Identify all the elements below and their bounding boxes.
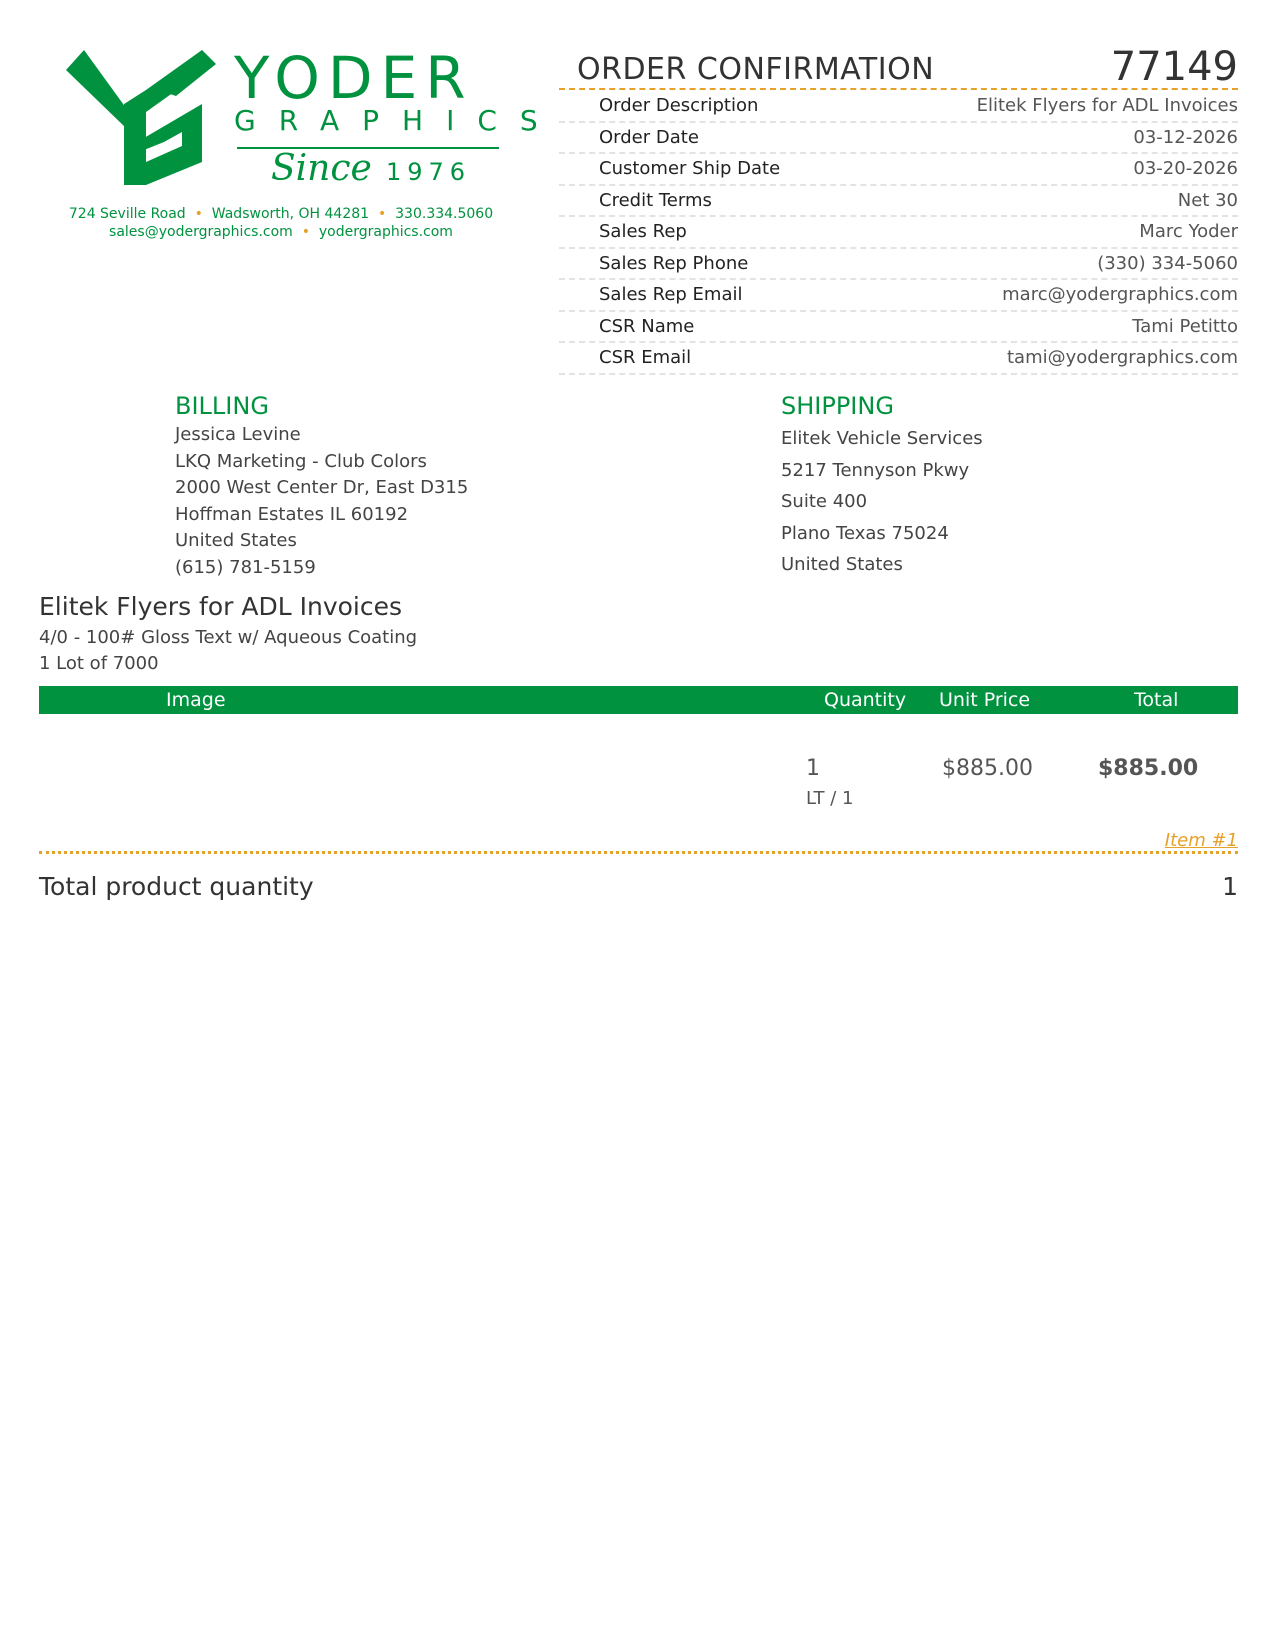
shipping-company: Elitek Vehicle Services [781,428,983,449]
company-logo [66,44,561,250]
logo-address: 724 Seville Road [68,206,186,222]
billing-country: United States [175,530,297,551]
logo-year: 1976 [386,158,472,186]
logo-wordmark-yoder: YODER [234,44,474,112]
info-row-order-description [559,91,1238,123]
info-row-csr-name [559,312,1238,344]
info-row-customer-ship-date [559,154,1238,186]
column-header-quantity: Quantity [824,689,907,711]
billing-section [175,392,468,581]
logo-contact-line-2 [66,224,496,240]
bullet-icon: • [190,206,208,222]
billing-phone: (615) 781-5159 [175,556,316,578]
info-label: CSR Name [599,315,695,337]
shipping-heading: SHIPPING [781,392,894,420]
info-value[interactable]: tami@yodergraphics.com [1006,347,1238,369]
logo-city: Wadsworth, OH 44281 [211,206,370,222]
shipping-suite: Suite 400 [781,491,868,512]
line-item-total: $885.00 [1098,756,1199,781]
total-quantity-value: 1 [1222,872,1238,901]
yg-monogram-icon [66,50,216,190]
item-number-label[interactable]: Item #1 [1164,830,1238,851]
info-label: Sales Rep [599,221,687,243]
logo-email[interactable]: sales@yodergraphics.com [109,224,293,240]
logo-wordmark-graphics: GRAPHICS [234,104,561,137]
shipping-section [781,392,983,581]
info-value: Tami Petitto [1132,315,1238,337]
shipping-street: 5217 Tennyson Pkwy [781,459,970,481]
product-title: Elitek Flyers for ADL Invoices [39,592,403,621]
billing-city: Hoffman Estates IL 60192 [175,503,409,525]
info-row-sales-rep-phone [559,249,1238,281]
total-quantity-label: Total product quantity [39,872,314,901]
info-row-order-date [559,123,1238,155]
line-item-uom: LT / 1 [806,788,854,809]
info-row-csr-email [559,343,1238,375]
column-header-total: Total [1134,689,1179,711]
column-header-image: Image [166,689,226,711]
item-divider [39,851,1238,854]
info-label: CSR Email [599,347,692,369]
page-title: ORDER CONFIRMATION [577,52,935,87]
logo-phone: 330.334.5060 [395,206,494,222]
logo-website[interactable]: yodergraphics.com [318,224,453,240]
logo-since: Since [271,148,372,189]
info-value: 03-12-2026 [1133,126,1238,148]
info-row-credit-terms [559,186,1238,218]
shipping-city: Plano Texas 75024 [781,522,949,544]
info-value: Marc Yoder [1139,221,1238,243]
info-value[interactable]: marc@yodergraphics.com [1002,284,1238,306]
billing-company: LKQ Marketing - Club Colors [175,450,427,472]
product-spec: 4/0 - 100# Gloss Text w/ Aqueous Coating [39,627,418,648]
info-label: Order Description [599,95,759,117]
product-lot: 1 Lot of 7000 [39,653,159,674]
info-label: Customer Ship Date [599,158,781,180]
billing-street: 2000 West Center Dr, East D315 [175,477,469,498]
info-row-sales-rep-email [559,280,1238,312]
bullet-icon: • [373,206,391,222]
info-label: Order Date [599,126,699,148]
order-info-table [559,91,1238,375]
title-divider [559,88,1238,90]
info-value: Net 30 [1177,189,1238,211]
line-item-quantity: 1 [806,756,820,781]
column-header-unit-price: Unit Price [939,689,1031,711]
bullet-icon: • [297,224,315,240]
order-number: 77149 [1110,44,1238,90]
line-items-header [39,686,1238,714]
info-value: (330) 334-5060 [1097,252,1238,274]
logo-contact-line-1 [66,206,496,222]
info-label: Sales Rep Email [599,284,743,306]
billing-heading: BILLING [175,392,269,420]
info-label: Credit Terms [599,189,712,211]
line-item-unit-price: $885.00 [942,756,1033,781]
shipping-country: United States [781,554,903,575]
billing-name: Jessica Levine [175,424,301,445]
info-label: Sales Rep Phone [599,252,749,274]
info-value: Elitek Flyers for ADL Invoices [976,95,1238,117]
info-value: 03-20-2026 [1133,158,1238,180]
info-row-sales-rep [559,217,1238,249]
